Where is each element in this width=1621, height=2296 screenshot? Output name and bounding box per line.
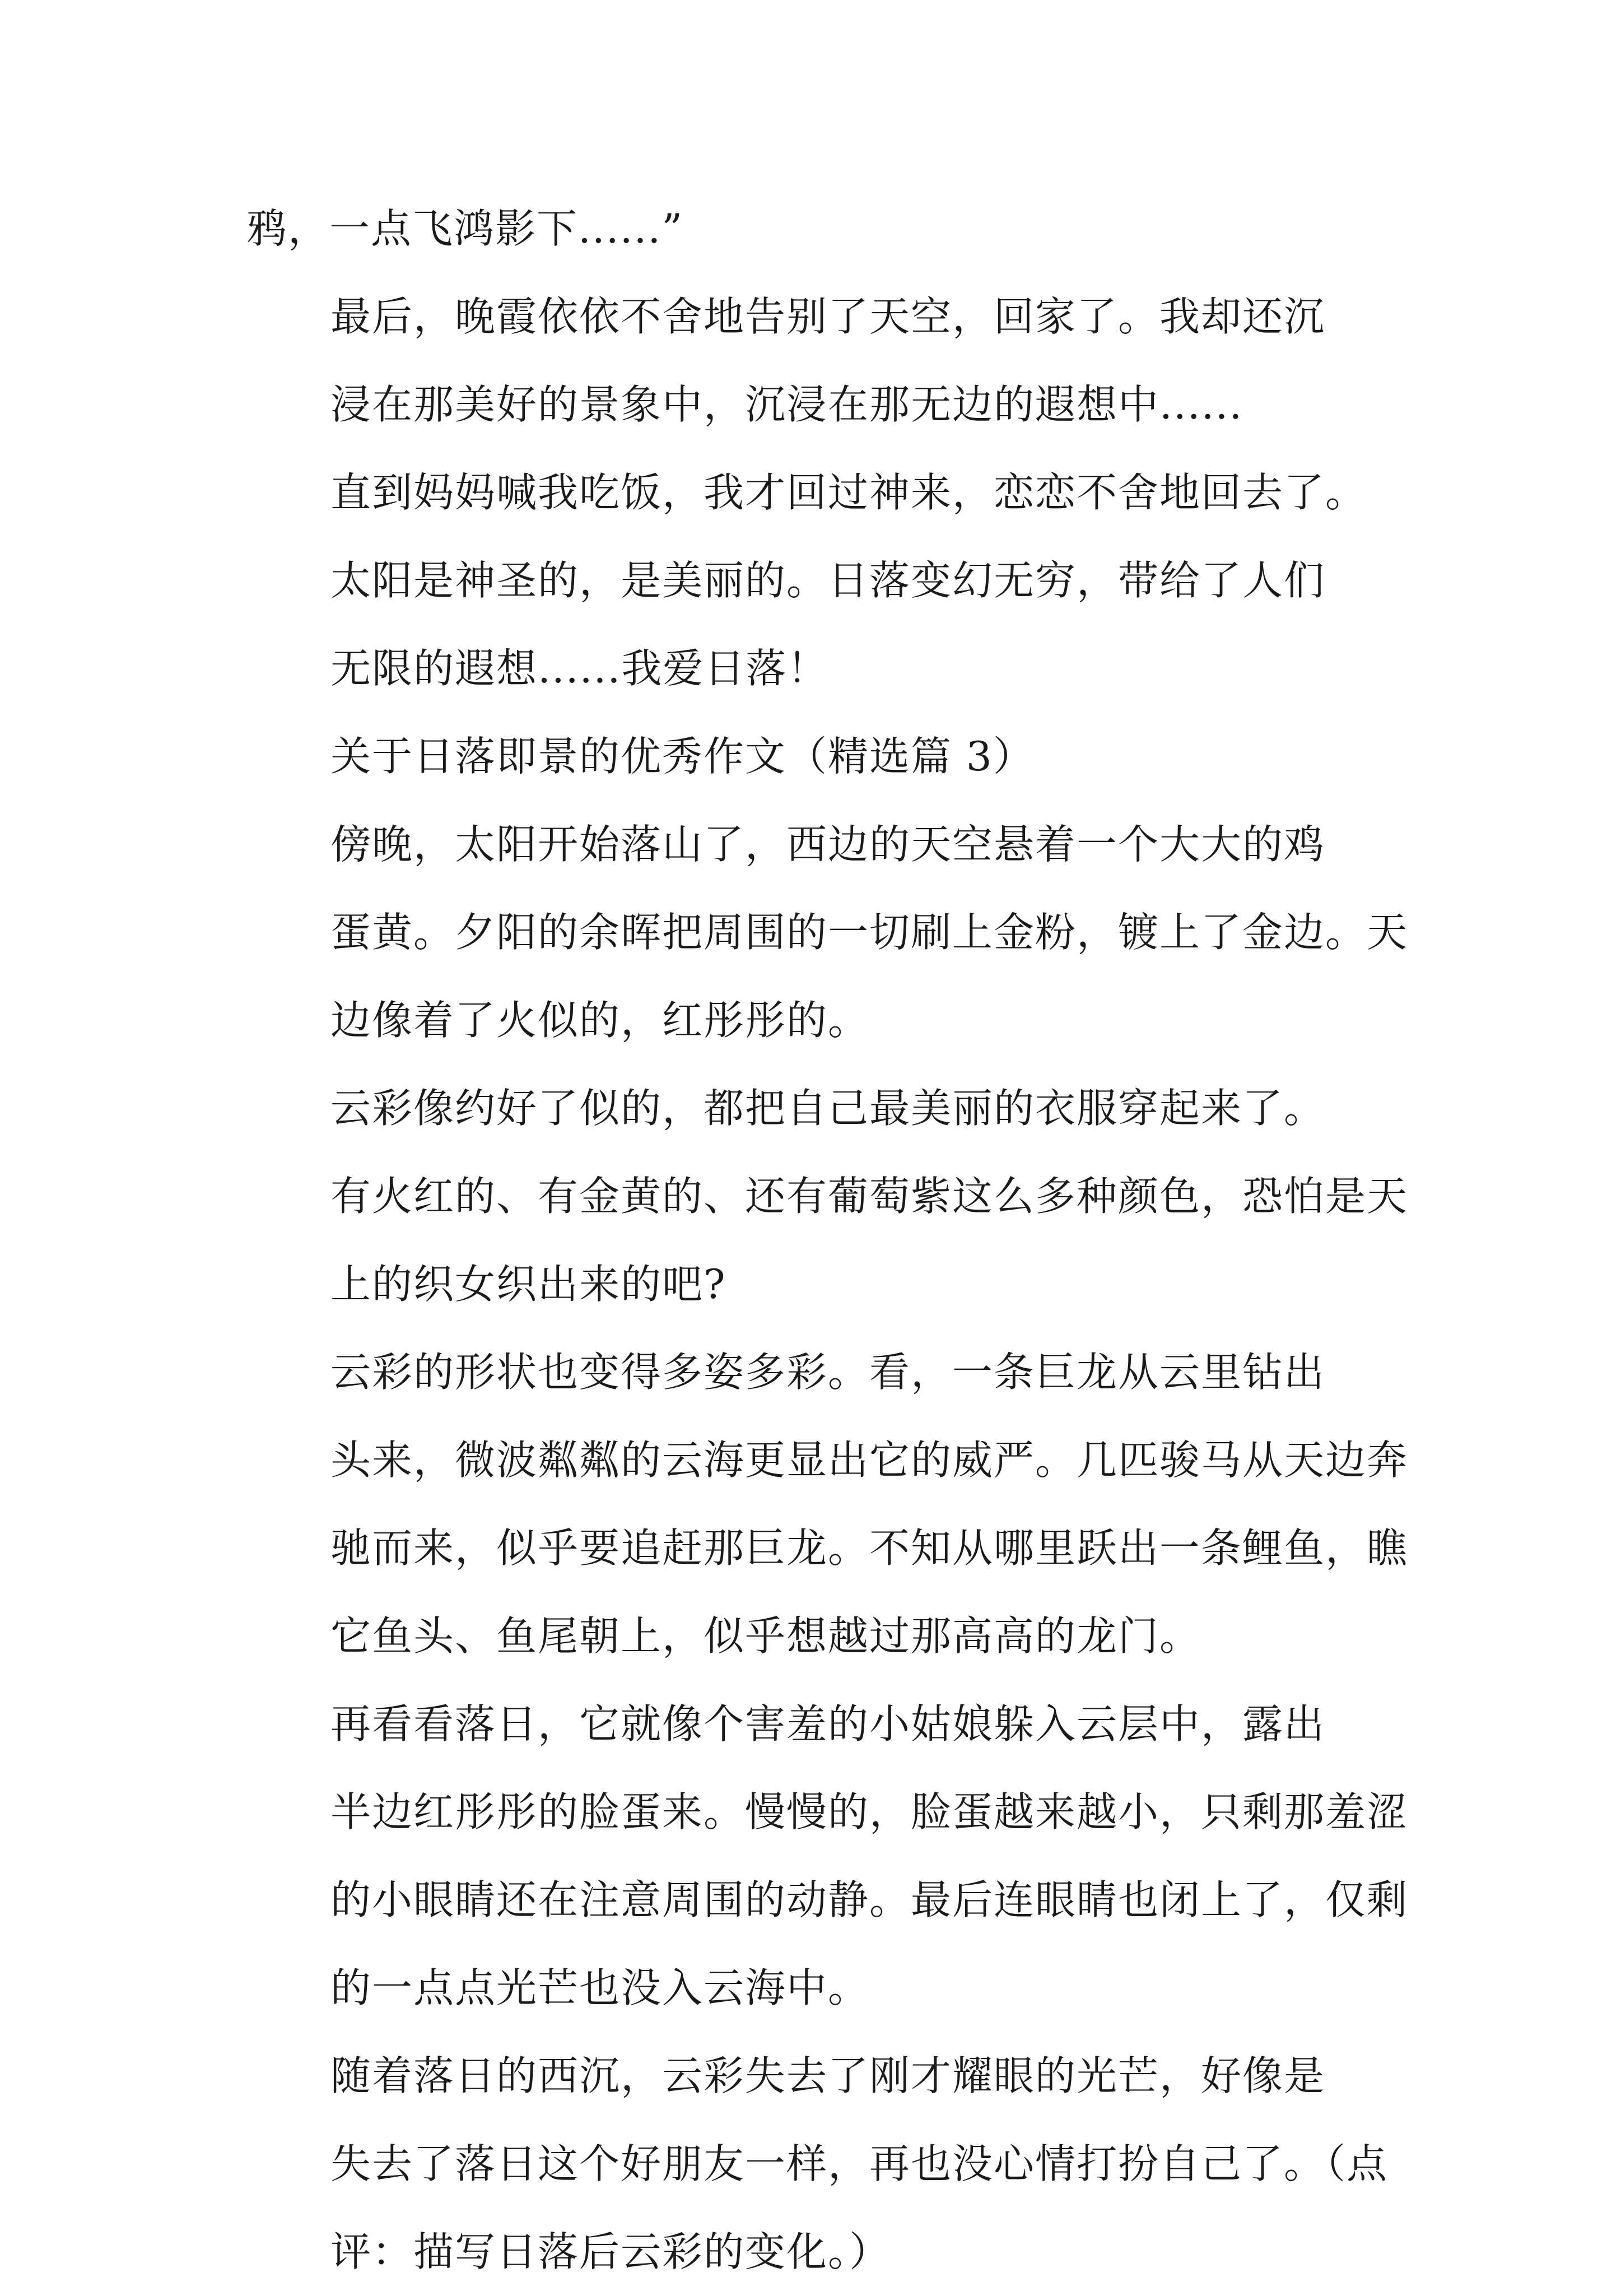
- text-line: 边像着了火似的，红彤彤的。: [330, 997, 870, 1044]
- paragraph: [246, 449, 1378, 537]
- text-line: 评：描写日落后云彩的变化。）: [330, 2228, 891, 2275]
- text-line: 太阳是神圣的，是美丽的。日落变幻无穷，带给了人们: [330, 557, 1326, 604]
- text-line: 它鱼头、鱼尾朝上，似乎想越过那高高的龙门。: [330, 1612, 1201, 1660]
- paragraph: [246, 1328, 1409, 1680]
- text-line: 关于日落即景的优秀作文（精选篇 3）: [330, 733, 1035, 780]
- paragraph: [246, 185, 1378, 273]
- text-line: 上的织女织出来的吧?: [330, 1261, 726, 1308]
- text-line: 傍晚，太阳开始落山了，西边的天空悬着一个大大的鸡: [330, 821, 1326, 868]
- text-line: 随着落日的西沉，云彩失去了刚才耀眼的光芒，好像是: [330, 2052, 1326, 2099]
- paragraph: [246, 537, 1378, 713]
- text-line: 驰而来，似乎要追赶那巨龙。不知从哪里跃出一条鲤鱼，瞧: [330, 1525, 1409, 1572]
- paragraph: [246, 2032, 1389, 2296]
- text-line: 最后，晚霞依依不舍地告别了天空，回家了。我却还沉: [330, 293, 1326, 340]
- text-line: 的一点点光芒也没入云海中。: [330, 1964, 870, 2011]
- paragraph: [246, 273, 1378, 449]
- paragraph: [246, 1680, 1409, 2032]
- text-line: 头来，微波粼粼的云海更显出它的威严。几匹骏马从天边奔: [330, 1437, 1409, 1484]
- paragraph: [246, 801, 1409, 1065]
- text-line: 失去了落日这个好朋友一样，再也没心情打扮自己了。（点: [330, 2140, 1389, 2187]
- text-line: 的小眼睛还在注意周围的动静。最后连眼睛也闭上了，仅剩: [330, 1876, 1409, 1923]
- document-body: [246, 185, 1409, 2296]
- text-line: 浸在那美好的景象中，沉浸在那无边的遐想中......: [330, 381, 1243, 428]
- text-line: 无限的遐想......我爱日落！: [330, 645, 829, 692]
- text-line: 直到妈妈喊我吃饭，我才回过神来，恋恋不舍地回去了。: [330, 469, 1367, 516]
- text-line: 蛋黄。夕阳的余晖把周围的一切刷上金粉，镀上了金边。天: [330, 909, 1409, 956]
- section-heading: [246, 713, 1378, 801]
- text-line: 有火红的、有金黄的、还有葡萄紫这么多种颜色，恐怕是天: [330, 1173, 1409, 1220]
- text-line: 云彩的形状也变得多姿多彩。看，一条巨龙从云里钻出: [330, 1349, 1326, 1396]
- text-line: 鸦，一点飞鸿影下......”: [246, 205, 684, 252]
- text-line: 云彩像约好了似的，都把自己最美丽的衣服穿起来了。: [330, 1085, 1326, 1132]
- text-line: 再看看落日，它就像个害羞的小姑娘躲入云层中，露出: [330, 1700, 1326, 1747]
- paragraph: [246, 1065, 1409, 1328]
- text-line: 半边红彤彤的脸蛋来。慢慢的，脸蛋越来越小，只剩那羞涩: [330, 1788, 1409, 1835]
